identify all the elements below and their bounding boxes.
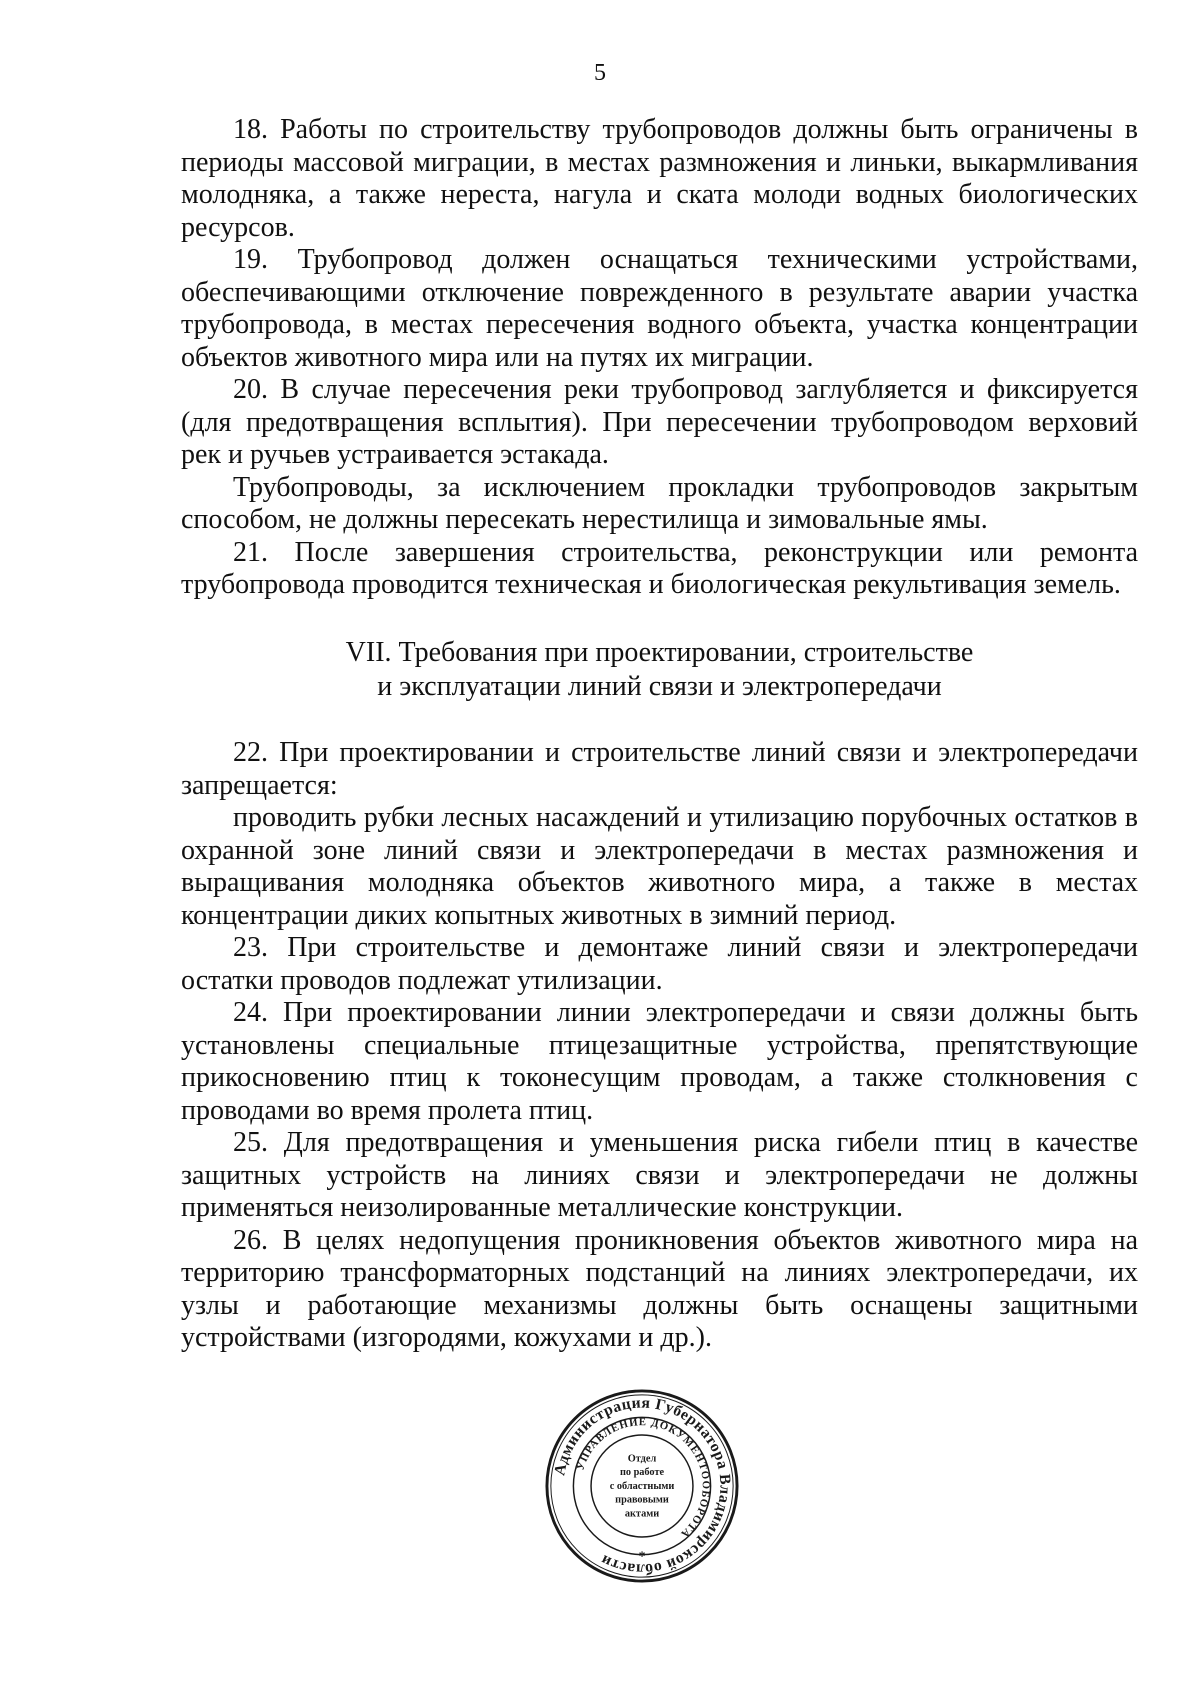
- section-heading-vii: [181, 636, 1138, 704]
- paragraph-25: 25. Для предотвращения и уменьшения риска гибели птиц в качестве защитных устройств на линиях связи и электропередачи не должны применяться неизолированные металлические конструкции.: [181, 1127, 1138, 1223]
- bottom-paragraphs: [181, 737, 1138, 1355]
- seal-center-line-5: актами: [624, 1508, 660, 1520]
- paragraph-22: 22. При проектировании и строительстве линий связи и электропередачи запрещается:: [181, 737, 1138, 801]
- paragraph-18: 18. Работы по строительству трубопроводов должны быть ограничены в периоды массовой миграции, в местах размножения и линьки, выкармливания молодняка, а также нереста, нагула и ската молоди водных биологических ресурсов.: [181, 114, 1138, 243]
- page-number: 5: [594, 60, 606, 86]
- seal-star-icon: *: [638, 1548, 646, 1564]
- paragraph-26: 26. В целях недопущения проникновения объектов животного мира на территорию трансформаторных подстанций на линиях электропередачи, их узлы и работающие механизмы должны быть оснащены защитными устройствами (изгородями, кожухами и др.).: [181, 1224, 1138, 1353]
- official-seal-stamp: [544, 1388, 740, 1584]
- section-heading-line-2: и эксплуатации линий связи и электропередачи: [377, 671, 942, 702]
- paragraph-24: 24. При проектировании линии электропередачи и связи должны быть установлены специальные птицезащитные устройства, препятствующие прикосновению птиц к токонесущим проводам, а также столкновения с проводами во время пролета птиц.: [181, 997, 1138, 1126]
- seal-center-line-3: с областными: [609, 1480, 675, 1492]
- seal-center-line-4: правовыми: [615, 1494, 669, 1506]
- seal-outer-text: Администрация Губернатора Владимирской области: [551, 1394, 734, 1578]
- seal-center-line-2: по работе: [619, 1467, 665, 1479]
- seal-graphic: [544, 1388, 740, 1584]
- section-heading-line-1: VII. Требования при проектировании, строительстве: [345, 637, 974, 668]
- paragraph-23: 23. При строительстве и демонтаже линий связи и электропередачи остатки проводов подлежат утилизации.: [181, 932, 1138, 996]
- paragraph-20: 20. В случае пересечения реки трубопровод заглубляется и фиксируется (для предотвращения всплытия). При пересечении трубопроводом верховий рек и ручьев устраивается эстакада.: [181, 374, 1138, 470]
- top-paragraphs: [181, 114, 1138, 602]
- seal-center-line-1: Отдел: [627, 1453, 657, 1465]
- paragraph-21: 21. После завершения строительства, реконструкции или ремонта трубопровода проводится техническая и биологическая рекультивация земель.: [181, 536, 1138, 600]
- paragraph-pipelines: Трубопроводы, за исключением прокладки трубопроводов закрытым способом, не должны пересекать нерестилища и зимовальные ямы.: [181, 471, 1138, 535]
- seal-inner-text: УПРАВЛЕНИЕ ДОКУМЕНТООБОРОТА: [574, 1416, 712, 1541]
- paragraph-22-item: проводить рубки лесных насаждений и утилизацию порубочных остатков в охранной зоне линий связи и электропередачи в местах размножения и выращивания молодняка объектов животного мира, а также в местах концентрации диких копытных животных в зимний период.: [181, 802, 1138, 931]
- paragraph-19: 19. Трубопровод должен оснащаться техническими устройствами, обеспечивающими отключение поврежденного в результате аварии участка трубопровода, в местах пересечения водного объекта, участка концентрации объектов животного мира или на путях их миграции.: [181, 244, 1138, 373]
